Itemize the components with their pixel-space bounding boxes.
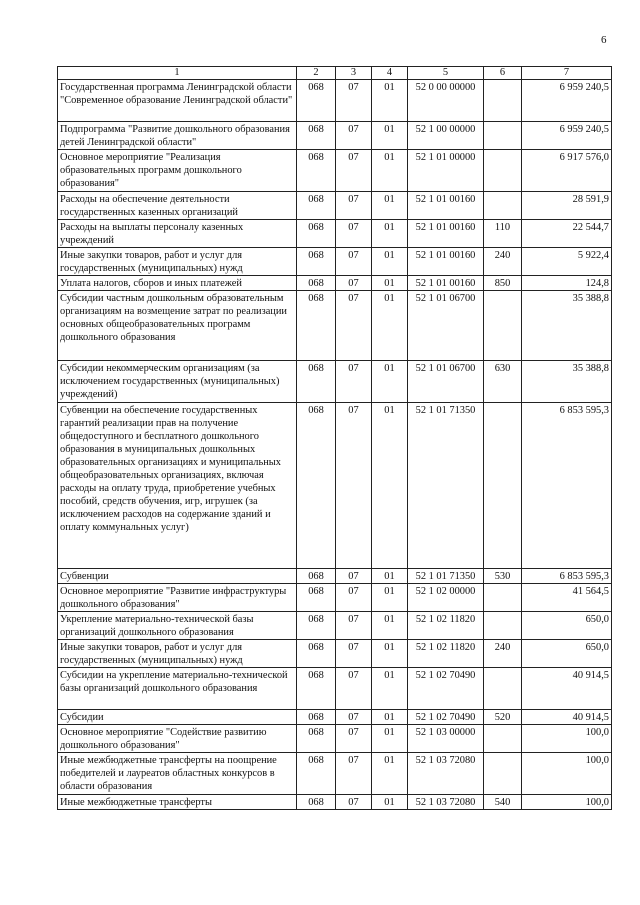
subsection-code: 01: [372, 361, 408, 403]
section-code: 07: [336, 248, 372, 276]
ministry-code: 068: [297, 795, 336, 810]
subsection-code: 01: [372, 192, 408, 220]
section-code: 07: [336, 192, 372, 220]
subsection-code: 01: [372, 220, 408, 248]
item-name: Укрепление материально-технической базы организаций дошкольного образования: [58, 612, 297, 640]
ministry-code: 068: [297, 584, 336, 612]
expense-type-code: [484, 403, 522, 569]
column-header: 6: [484, 67, 522, 80]
item-name: Иные закупки товаров, работ и услуг для государственных (муниципальных) нужд: [58, 640, 297, 668]
expense-type-code: 850: [484, 276, 522, 291]
target-article-code: 52 1 00 00000: [408, 122, 484, 150]
expense-type-code: [484, 291, 522, 361]
expense-type-code: [484, 668, 522, 710]
target-article-code: 52 1 02 70490: [408, 710, 484, 725]
ministry-code: 068: [297, 220, 336, 248]
item-name: Подпрограмма "Развитие дошкольного образования детей Ленинградской области": [58, 122, 297, 150]
page-number: 6: [601, 34, 607, 46]
table-row: [58, 291, 612, 361]
table-row: [58, 753, 612, 795]
expense-type-code: 520: [484, 710, 522, 725]
subsection-code: 01: [372, 291, 408, 361]
item-name: Субсидии на укрепление материально-технической базы организаций дошкольного образования: [58, 668, 297, 710]
ministry-code: 068: [297, 276, 336, 291]
amount: 6 853 595,3: [522, 403, 612, 569]
expense-type-code: [484, 584, 522, 612]
ministry-code: 068: [297, 710, 336, 725]
table-row: [58, 795, 612, 810]
amount: 650,0: [522, 612, 612, 640]
amount: 100,0: [522, 725, 612, 753]
subsection-code: 01: [372, 248, 408, 276]
table-row: [58, 80, 612, 122]
section-code: 07: [336, 220, 372, 248]
expense-type-code: [484, 612, 522, 640]
section-code: 07: [336, 80, 372, 122]
amount: 35 388,8: [522, 361, 612, 403]
subsection-code: 01: [372, 612, 408, 640]
ministry-code: 068: [297, 668, 336, 710]
section-code: 07: [336, 291, 372, 361]
table-row: [58, 150, 612, 192]
subsection-code: 01: [372, 276, 408, 291]
ministry-code: 068: [297, 640, 336, 668]
item-name: Иные межбюджетные трансферты: [58, 795, 297, 810]
subsection-code: 01: [372, 122, 408, 150]
section-code: 07: [336, 122, 372, 150]
section-code: 07: [336, 668, 372, 710]
amount: 6 853 595,3: [522, 569, 612, 584]
item-name: Субсидии частным дошкольным образовательным организациям на возмещение затрат по реализации основных общеобразовательных программ дошкольного образования: [58, 291, 297, 361]
target-article-code: 52 1 01 00160: [408, 276, 484, 291]
target-article-code: 52 1 01 71350: [408, 403, 484, 569]
expense-type-code: [484, 122, 522, 150]
budget-table: [57, 66, 612, 810]
item-name: Иные закупки товаров, работ и услуг для государственных (муниципальных) нужд: [58, 248, 297, 276]
target-article-code: 52 1 01 00160: [408, 248, 484, 276]
section-code: 07: [336, 725, 372, 753]
target-article-code: 52 1 02 70490: [408, 668, 484, 710]
expense-type-code: 630: [484, 361, 522, 403]
section-code: 07: [336, 276, 372, 291]
table-row: [58, 220, 612, 248]
item-name: Расходы на обеспечение деятельности государственных казенных организаций: [58, 192, 297, 220]
ministry-code: 068: [297, 753, 336, 795]
expense-type-code: [484, 725, 522, 753]
item-name: Основное мероприятие "Содействие развитию дошкольного образования": [58, 725, 297, 753]
subsection-code: 01: [372, 150, 408, 192]
target-article-code: 52 1 02 11820: [408, 640, 484, 668]
item-name: Субвенции: [58, 569, 297, 584]
column-header: 3: [336, 67, 372, 80]
section-code: 07: [336, 795, 372, 810]
target-article-code: 52 1 03 00000: [408, 725, 484, 753]
ministry-code: 068: [297, 403, 336, 569]
expense-type-code: 540: [484, 795, 522, 810]
subsection-code: 01: [372, 710, 408, 725]
item-name: Субсидии: [58, 710, 297, 725]
target-article-code: 52 1 01 00160: [408, 220, 484, 248]
subsection-code: 01: [372, 668, 408, 710]
section-code: 07: [336, 710, 372, 725]
item-name: Государственная программа Ленинградской области "Современное образование Ленинградской области": [58, 80, 297, 122]
expense-type-code: [484, 80, 522, 122]
header-row: [58, 67, 612, 80]
table-row: [58, 403, 612, 569]
ministry-code: 068: [297, 122, 336, 150]
amount: 124,8: [522, 276, 612, 291]
target-article-code: 52 0 00 00000: [408, 80, 484, 122]
item-name: Уплата налогов, сборов и иных платежей: [58, 276, 297, 291]
amount: 100,0: [522, 795, 612, 810]
amount: 650,0: [522, 640, 612, 668]
item-name: Расходы на выплаты персоналу казенных учреждений: [58, 220, 297, 248]
expense-type-code: 110: [484, 220, 522, 248]
ministry-code: 068: [297, 248, 336, 276]
table-row: [58, 710, 612, 725]
table-row: [58, 612, 612, 640]
ministry-code: 068: [297, 192, 336, 220]
target-article-code: 52 1 02 11820: [408, 612, 484, 640]
column-header: 1: [58, 67, 297, 80]
table-row: [58, 122, 612, 150]
table-row: [58, 668, 612, 710]
expense-type-code: 240: [484, 640, 522, 668]
subsection-code: 01: [372, 403, 408, 569]
ministry-code: 068: [297, 361, 336, 403]
target-article-code: 52 1 03 72080: [408, 795, 484, 810]
expense-type-code: [484, 753, 522, 795]
target-article-code: 52 1 01 00000: [408, 150, 484, 192]
amount: 28 591,9: [522, 192, 612, 220]
amount: 41 564,5: [522, 584, 612, 612]
section-code: 07: [336, 584, 372, 612]
ministry-code: 068: [297, 150, 336, 192]
table-row: [58, 192, 612, 220]
table-row: [58, 640, 612, 668]
table-row: [58, 584, 612, 612]
subsection-code: 01: [372, 80, 408, 122]
table-row: [58, 569, 612, 584]
target-article-code: 52 1 03 72080: [408, 753, 484, 795]
amount: 6 959 240,5: [522, 80, 612, 122]
table-row: [58, 248, 612, 276]
subsection-code: 01: [372, 725, 408, 753]
column-header: 5: [408, 67, 484, 80]
table-row: [58, 725, 612, 753]
subsection-code: 01: [372, 795, 408, 810]
section-code: 07: [336, 753, 372, 795]
amount: 22 544,7: [522, 220, 612, 248]
amount: 6 959 240,5: [522, 122, 612, 150]
target-article-code: 52 1 01 71350: [408, 569, 484, 584]
column-header: 7: [522, 67, 612, 80]
section-code: 07: [336, 569, 372, 584]
ministry-code: 068: [297, 612, 336, 640]
expense-type-code: [484, 150, 522, 192]
item-name: Субвенции на обеспечение государственных гарантий реализации прав на получение общедоступного и бесплатного дошкольного образования в муниципальных дошкольных образовательных организациях и муниципальных общеобразовательных организациях, включая расходы на оплату труда, приобретение учебных пособий, средств обучения, игр, игрушек (за исключением расходов на содержание зданий и оплату коммунальных услуг): [58, 403, 297, 569]
section-code: 07: [336, 403, 372, 569]
expense-type-code: 530: [484, 569, 522, 584]
ministry-code: 068: [297, 80, 336, 122]
amount: 6 917 576,0: [522, 150, 612, 192]
amount: 100,0: [522, 753, 612, 795]
expense-type-code: [484, 192, 522, 220]
target-article-code: 52 1 02 00000: [408, 584, 484, 612]
section-code: 07: [336, 612, 372, 640]
ministry-code: 068: [297, 725, 336, 753]
subsection-code: 01: [372, 753, 408, 795]
amount: 40 914,5: [522, 668, 612, 710]
subsection-code: 01: [372, 640, 408, 668]
column-header: 2: [297, 67, 336, 80]
item-name: Основное мероприятие "Развитие инфраструктуры дошкольного образования": [58, 584, 297, 612]
section-code: 07: [336, 150, 372, 192]
ministry-code: 068: [297, 569, 336, 584]
item-name: Иные межбюджетные трансферты на поощрение победителей и лауреатов областных конкурсов в области образования: [58, 753, 297, 795]
target-article-code: 52 1 01 06700: [408, 291, 484, 361]
amount: 35 388,8: [522, 291, 612, 361]
section-code: 07: [336, 640, 372, 668]
subsection-code: 01: [372, 584, 408, 612]
section-code: 07: [336, 361, 372, 403]
expense-type-code: 240: [484, 248, 522, 276]
subsection-code: 01: [372, 569, 408, 584]
amount: 5 922,4: [522, 248, 612, 276]
ministry-code: 068: [297, 291, 336, 361]
table-row: [58, 276, 612, 291]
target-article-code: 52 1 01 00160: [408, 192, 484, 220]
item-name: Субсидии некоммерческим организациям (за исключением государственных (муниципальных) учреждений): [58, 361, 297, 403]
item-name: Основное мероприятие "Реализация образовательных программ дошкольного образования": [58, 150, 297, 192]
column-header: 4: [372, 67, 408, 80]
target-article-code: 52 1 01 06700: [408, 361, 484, 403]
table-row: [58, 361, 612, 403]
amount: 40 914,5: [522, 710, 612, 725]
